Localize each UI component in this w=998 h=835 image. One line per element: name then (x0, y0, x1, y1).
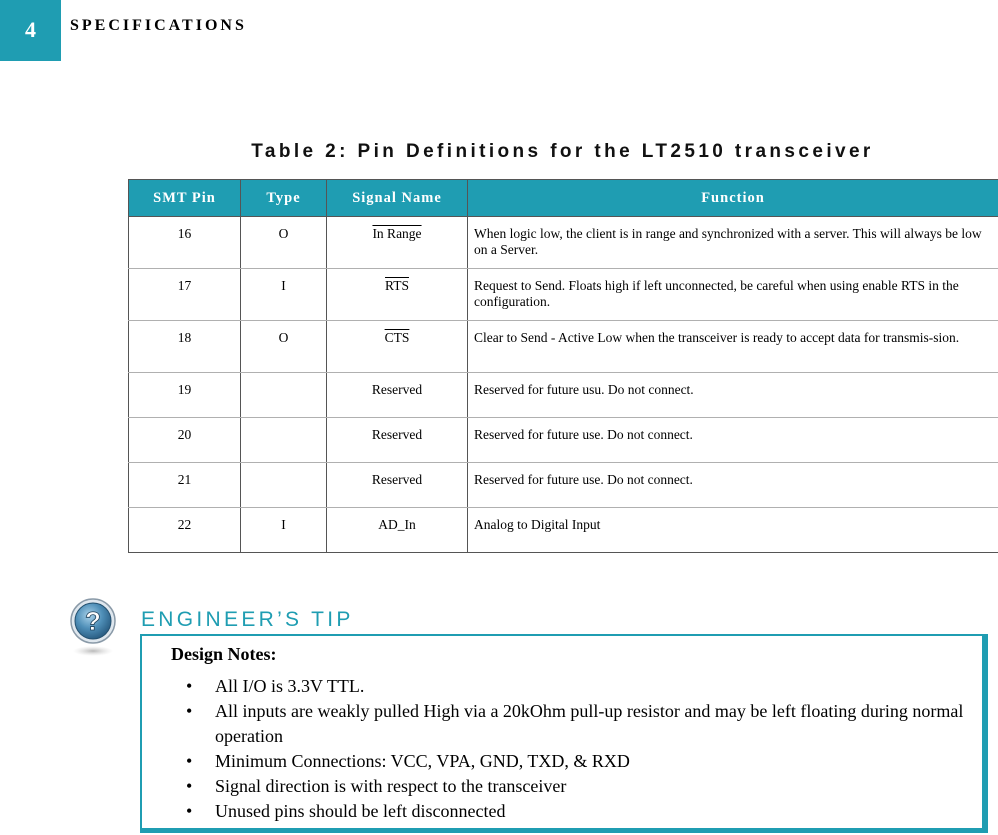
pin-cell: 20 (129, 418, 241, 463)
function-cell: Request to Send. Floats high if left unconnected, be careful when using enable RTS in the configuration. (468, 269, 998, 321)
signal-name: $\overline{RTS}$ (385, 278, 409, 293)
signal-cell (327, 217, 468, 269)
column-header-smt-pin: SMT Pin (129, 180, 241, 217)
svg-text:?: ? (85, 606, 101, 636)
table-header-row (129, 180, 998, 217)
design-notes-heading: Design Notes: (171, 644, 277, 664)
function-cell: When logic low, the client is in range and synchronized with a server. This will always be low on a Server. (468, 217, 998, 269)
function-cell: Reserved for future use. Do not connect. (468, 463, 998, 508)
type-cell (241, 418, 327, 463)
table-row (129, 508, 998, 553)
table-row (129, 373, 998, 418)
signal-cell (327, 269, 468, 321)
list-item: • Signal direction is with respect to the transceiver (184, 774, 964, 799)
signal-cell: Reserved (327, 418, 468, 463)
column-header-type: Type (241, 180, 327, 217)
type-cell: I (241, 269, 327, 321)
pin-cell: 17 (129, 269, 241, 321)
function-cell: Reserved for future use. Do not connect. (468, 418, 998, 463)
signal-name: $\overline{CTS}$ (384, 330, 410, 345)
design-notes-list (184, 674, 964, 824)
list-item: • All inputs are weakly pulled High via a 20kOhm pull-up resistor and may be left floating during normal operation (184, 699, 964, 749)
table-row (129, 269, 998, 321)
pin-cell: 18 (129, 321, 241, 373)
pin-cell: 19 (129, 373, 241, 418)
engineers-tip-box (140, 634, 988, 833)
list-item: • Unused pins should be left disconnected (184, 799, 964, 824)
pin-cell: 22 (129, 508, 241, 553)
pin-cell: 16 (129, 217, 241, 269)
signal-cell: Reserved (327, 373, 468, 418)
type-cell: O (241, 217, 327, 269)
engineers-tip-title: ENGINEER’S TIP (141, 608, 354, 631)
help-question-icon (68, 597, 118, 659)
type-cell: I (241, 508, 327, 553)
chapter-title: SPECIFICATIONS (70, 17, 247, 34)
table-caption: Table 2: Pin Definitions for the LT2510 transceiver (251, 141, 874, 162)
list-item: • All I/O is 3.3V TTL. (184, 674, 964, 699)
pin-cell: 21 (129, 463, 241, 508)
type-cell (241, 373, 327, 418)
list-item: • Minimum Connections: VCC, VPA, GND, TXD, & RXD (184, 749, 964, 774)
signal-cell: AD_In (327, 508, 468, 553)
function-cell: Reserved for future usu. Do not connect. (468, 373, 998, 418)
signal-name: In Range (372, 226, 422, 241)
function-cell: Clear to Send - Active Low when the transceiver is ready to accept data for transmis-sion. (468, 321, 998, 373)
signal-cell: Reserved (327, 463, 468, 508)
chapter-number-badge: 4 (0, 0, 61, 61)
function-cell: Analog to Digital Input (468, 508, 998, 553)
column-header-function: Function (468, 180, 998, 217)
table-row (129, 321, 998, 373)
type-cell (241, 463, 327, 508)
column-header-signal-name: Signal Name (327, 180, 468, 217)
signal-cell (327, 321, 468, 373)
type-cell: O (241, 321, 327, 373)
pin-definitions-table (128, 179, 998, 553)
table-row (129, 463, 998, 508)
table-row (129, 217, 998, 269)
table-row (129, 418, 998, 463)
